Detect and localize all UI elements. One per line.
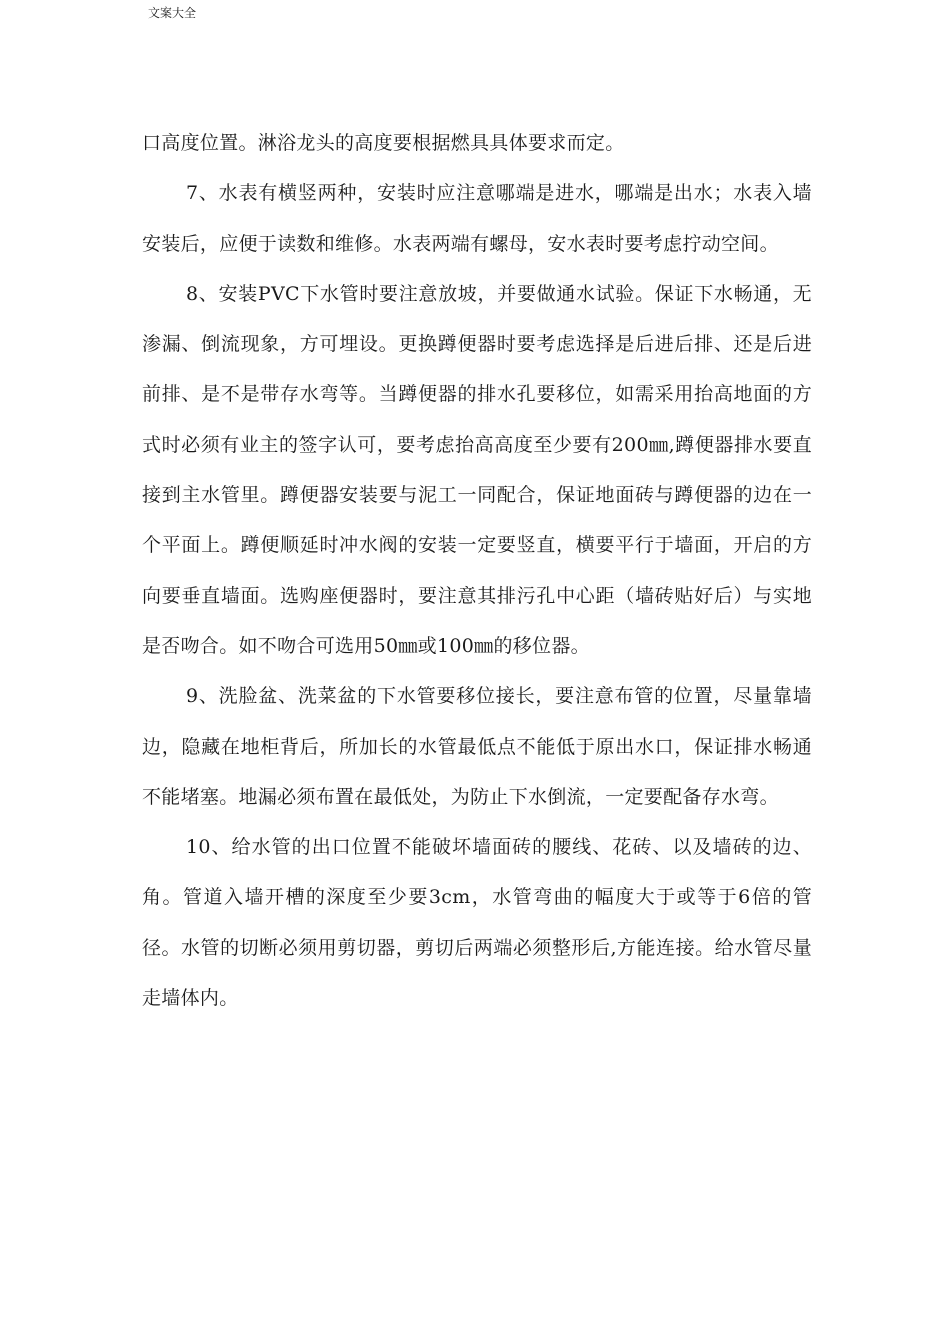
paragraph-item-8: 8、安装PVC下水管时要注意放坡，并要做通水试验。保证下水畅通，无渗漏、倒流现象，方可埋设。更换蹲便器时要考虑选择是后进后排、还是后进前排、是不是带存水弯等。当蹲便器的排水孔要移位，如需采用抬高地面的方式时必须有业主的签字认可，要考虑抬高高度至少要有200㎜,蹲便器排水要直接到主水管里。蹲便器安装要与泥工一同配合，保证地面砖与蹲便器的边在一个平面上。蹲便顺延时冲水阀的安装一定要竖直，横要平行于墙面，开启的方向要垂直墙面。选购座便器时，要注意其排污孔中心距（墙砖贴好后）与实地是否吻合。如不吻合可选用50㎜或100㎜的移位器。	[142, 282, 812, 657]
paragraph-continuation: 口高度位置。淋浴龙头的高度要根据燃具具体要求而定。	[142, 132, 625, 154]
paragraph-item-9: 9、洗脸盆、洗菜盆的下水管要移位接长，要注意布管的位置，尽量靠墙边，隐藏在地柜背后，所加长的水管最低点不能低于原出水口，保证排水畅通不能堵塞。地漏必须布置在最低处，为防止下水倒流，一定要配备存水弯。	[142, 685, 812, 808]
header-label: 文案大全	[148, 6, 197, 20]
document-body	[142, 118, 812, 1023]
paragraph-item-7: 7、水表有横竖两种，安装时应注意哪端是进水，哪端是出水；水表入墙安装后，应便于读数和维修。水表两端有螺母，安水表时要考虑拧动空间。	[142, 182, 812, 255]
paragraph-item-10: 10、给水管的出口位置不能破坏墙面砖的腰线、花砖、以及墙砖的边、角。管道入墙开槽的深度至少要3cm，水管弯曲的幅度大于或等于6倍的管径。水管的切断必须用剪切器，剪切后两端必须整形后,方能连接。给水管尽量走墙体内。	[142, 836, 812, 1010]
